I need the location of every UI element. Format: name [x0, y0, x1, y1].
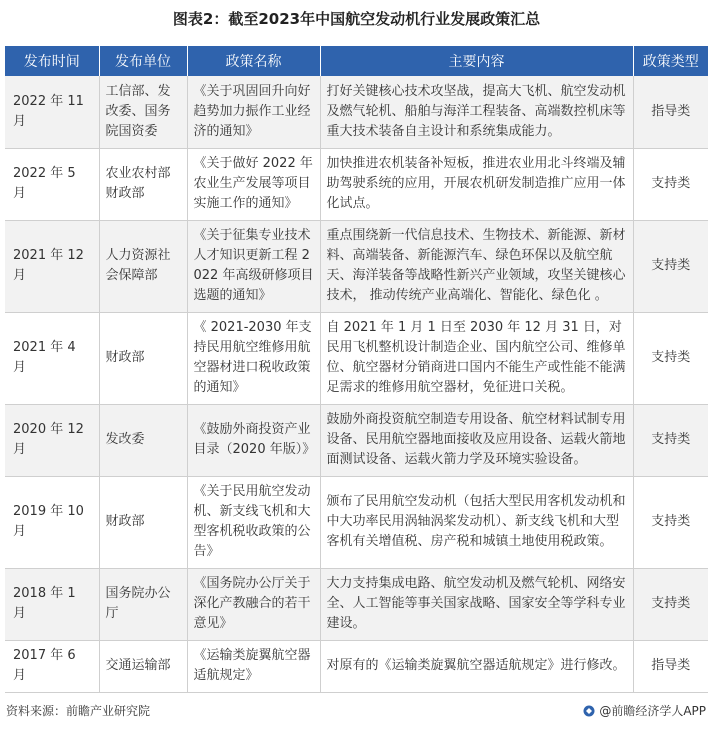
cell-date: 2021 年 12 月: [5, 220, 99, 312]
cell-content: 对原有的《运输类旋翼航空器适航规定》进行修改。: [320, 640, 633, 692]
cell-name: 《 2021-2030 年支持民用航空维修用航空器材进口税收政策的通知》: [187, 312, 320, 404]
table-row: [5, 312, 708, 404]
cell-type: 支持类: [633, 220, 708, 312]
cell-content: 自 2021 年 1 月 1 日至 2030 年 12 月 31 日，对民用飞机整机设计制造企业、国内航空公司、维修单位、航空器材分销商进口国内不能生产或性能不能满足需求的维修用航空器材，免征进口关税。: [320, 312, 633, 404]
figure-title: 图表2：截至2023年中国航空发动机行业发展政策汇总: [172, 10, 541, 28]
cell-org: 农业农村部财政部: [99, 148, 187, 220]
cell-type: 支持类: [633, 568, 708, 640]
header-date: 发布时间: [5, 46, 99, 76]
table-row: [5, 476, 708, 568]
cell-org: 财政部: [99, 476, 187, 568]
cell-name: 《关于征集专业技术人才知识更新工程 2022 年高级研修项目选题的通知》: [187, 220, 320, 312]
cell-type: 支持类: [633, 476, 708, 568]
cell-type: 指导类: [633, 76, 708, 148]
table-header-row: [5, 46, 708, 76]
cell-org: 交通运输部: [99, 640, 187, 692]
cell-org: 人力资源社会保障部: [99, 220, 187, 312]
brand-label: @前瞻经济学人APP: [599, 704, 706, 718]
cell-date: 2020 年 12 月: [5, 404, 99, 476]
cell-date: 2017 年 6 月: [5, 640, 99, 692]
table-row: [5, 148, 708, 220]
cell-org: 工信部、发改委、国务院国资委: [99, 76, 187, 148]
qianzhan-logo-icon: [583, 705, 595, 717]
cell-content: 重点围绕新一代信息技术、生物技术、新能源、新材料、高端装备、新能源汽车、绿色环保以及航空航天、海洋装备等战略性新兴产业领域，攻坚关键核心技术， 推动传统产业高端化、智能化、绿色化 。: [320, 220, 633, 312]
cell-org: 发改委: [99, 404, 187, 476]
table-row: [5, 640, 708, 692]
table-row: [5, 404, 708, 476]
table-row: [5, 568, 708, 640]
cell-content: 颁布了民用航空发动机（包括大型民用客机发动机和中大功率民用涡轴涡桨发动机）、新支线飞机和大型客机有关增值税、房产税和城镇土地使用税政策。: [320, 476, 633, 568]
cell-content: 打好关键核心技术攻坚战，提高大飞机、航空发动机及燃气轮机、船舶与海洋工程装备、高端数控机床等重大技术装备自主设计和系统集成能力。: [320, 76, 633, 148]
cell-date: 2022 年 11 月: [5, 76, 99, 148]
cell-name: 《关于做好 2022 年农业生产发展等项目实施工作的通知》: [187, 148, 320, 220]
cell-content: 大力支持集成电路、航空发动机及燃气轮机、网络安全、人工智能等事关国家战略、国家安全等学科专业建设。: [320, 568, 633, 640]
cell-type: 支持类: [633, 148, 708, 220]
cell-content: 鼓励外商投资航空制造专用设备、航空材料试制专用设备、民用航空器地面接收及应用设备、运载火箭地面测试设备、运载火箭力学及环境实验设备。: [320, 404, 633, 476]
cell-date: 2018 年 1 月: [5, 568, 99, 640]
policy-table: [5, 46, 708, 693]
cell-name: 《国务院办公厅关于深化产教融合的若干意见》: [187, 568, 320, 640]
cell-name: 《鼓励外商投资产业目录（2020 年版）》: [187, 404, 320, 476]
cell-date: 2022 年 5 月: [5, 148, 99, 220]
table-row: [5, 76, 708, 148]
cell-date: 2021 年 4 月: [5, 312, 99, 404]
cell-name: 《关于巩固回升向好趋势加力振作工业经济的通知》: [187, 76, 320, 148]
cell-name: 《运输类旋翼航空器适航规定》: [187, 640, 320, 692]
cell-name: 《关于民用航空发动机、新支线飞机和大型客机税收政策的公告》: [187, 476, 320, 568]
header-name: 政策名称: [187, 46, 320, 76]
cell-type: 指导类: [633, 640, 708, 692]
table-row: [5, 220, 708, 312]
header-org: 发布单位: [99, 46, 187, 76]
cell-date: 2019 年 10 月: [5, 476, 99, 568]
cell-org: 国务院办公厅: [99, 568, 187, 640]
header-type: 政策类型: [633, 46, 708, 76]
cell-content: 加快推进农机装备补短板，推进农业用北斗终端及辅助驾驶系统的应用，开展农机研发制造推广应用一体化试点。: [320, 148, 633, 220]
source-note: 资料来源：前瞻产业研究院: [6, 704, 151, 718]
cell-type: 支持类: [633, 312, 708, 404]
cell-org: 财政部: [99, 312, 187, 404]
header-content: 主要内容: [320, 46, 633, 76]
cell-type: 支持类: [633, 404, 708, 476]
brand-credit: [583, 702, 706, 719]
